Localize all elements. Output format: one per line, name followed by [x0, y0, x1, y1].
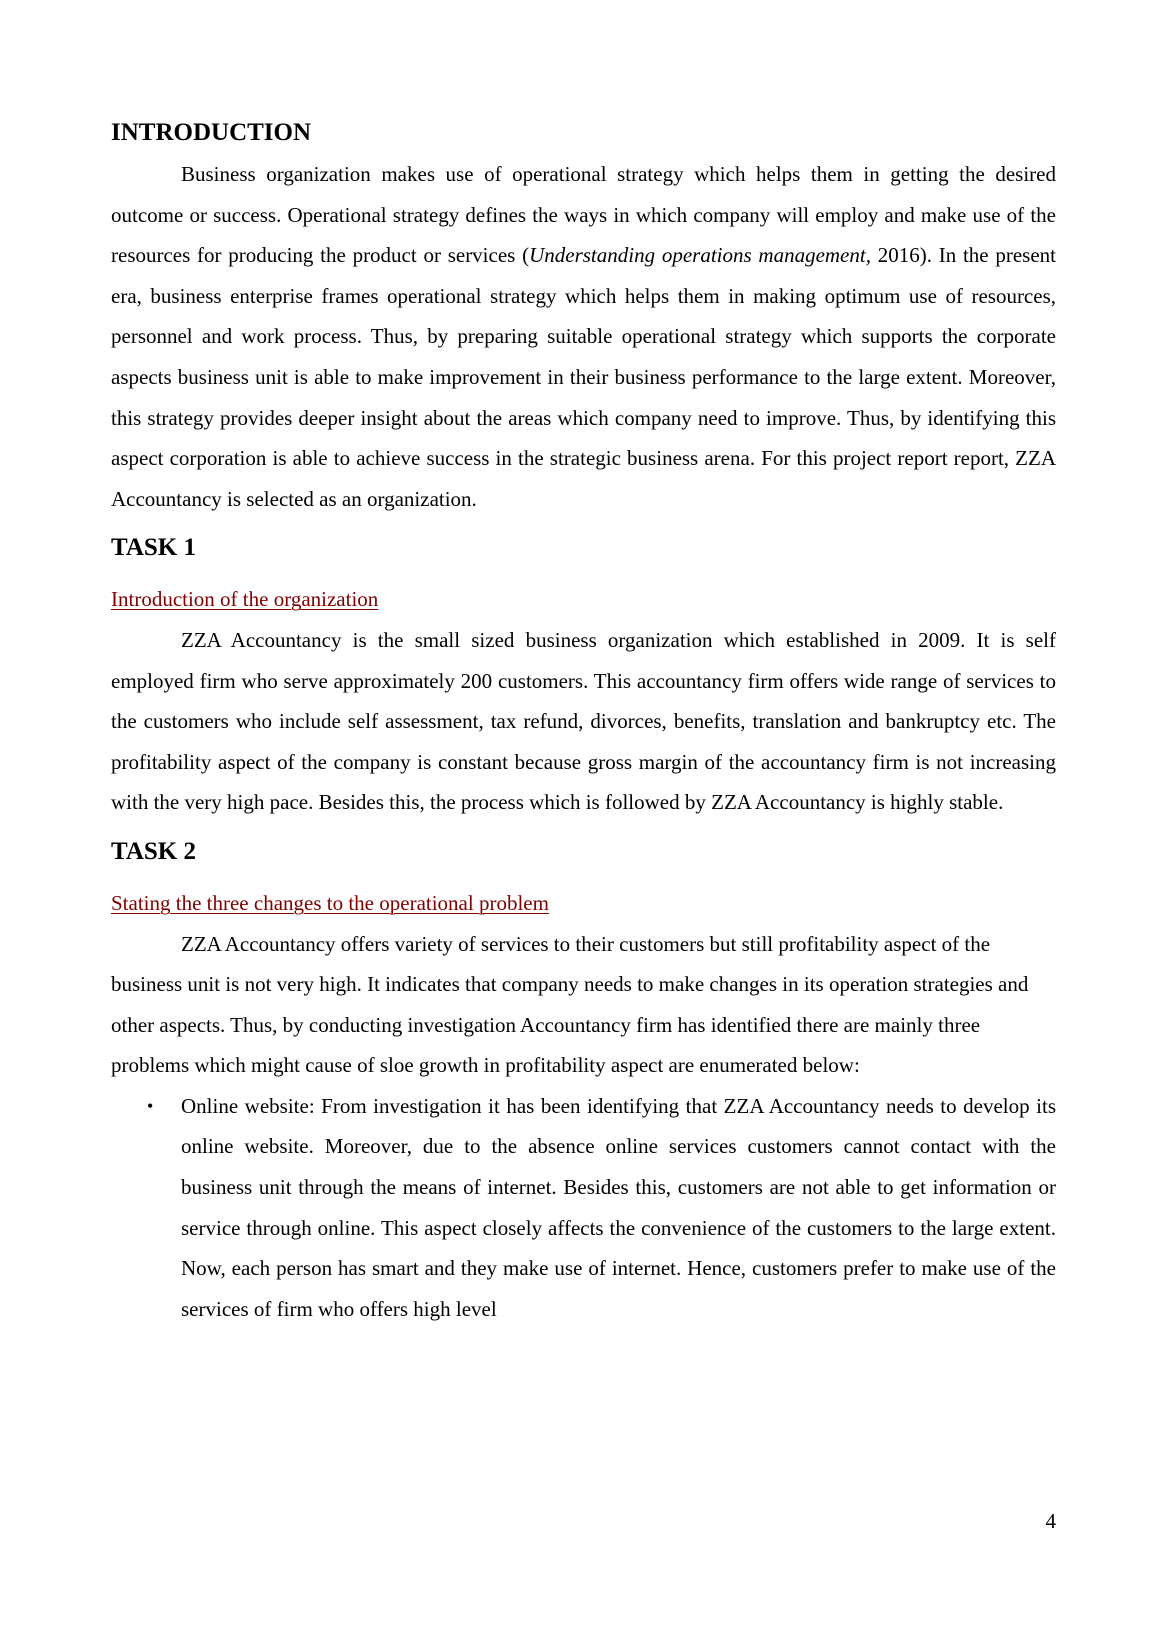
- introduction-heading: INTRODUCTION: [111, 119, 312, 146]
- problem-list: [111, 1086, 1056, 1330]
- list-item-text: Online website: From investigation it has been identifying that ZZA Accountancy needs to develop its online website. Moreover, due to the absence online services customers cannot contact with the business unit through the means of internet. Besides this, customers are not able to get information or service through online. This aspect closely affects the convenience of the customers to the large extent. Now, each person has smart and they make use of internet. Hence, customers prefer to make use of the services of firm who offers high level: [181, 1093, 1056, 1321]
- task2-subheading: Stating the three changes to the operational problem: [111, 890, 549, 915]
- task1-heading: TASK 1: [111, 534, 196, 562]
- introduction-text-part1: Business organization makes use of operational strategy which helps them in getting the desired outcome or success. Operational strategy defines the ways in which company will employ and make use of the resources for producing the product or services (: [111, 162, 1056, 268]
- task1-subheading: Introduction of the organization: [111, 587, 379, 612]
- list-item: [111, 1086, 1056, 1330]
- task1-paragraph: ZZA Accountancy is the small sized business organization which established in 2009. It is self employed firm who serve approximately 200 customers. This accountancy firm offers wide range of services to the customers who include self assessment, tax refund, divorces, benefits, translation and bankruptcy etc. The profitability aspect of the company is constant because gross margin of the accountancy firm is not increasing with the very high pace. Besides this, the process which is followed by ZZA Accountancy is highly stable.: [111, 627, 1056, 815]
- page-number: 4: [1045, 1509, 1056, 1533]
- bullet-icon: •: [147, 1095, 154, 1116]
- task2-heading: TASK 2: [111, 837, 196, 865]
- introduction-paragraph: [111, 154, 1056, 519]
- document-page: [111, 118, 1056, 1329]
- task2-paragraph: ZZA Accountancy offers variety of services to their customers but still profitability aspect of the business unit is not very high. It indicates that company needs to make changes in its operation strategies and other aspects. Thus, by conducting investigation Accountancy firm has identified there are mainly three problems which might cause of sloe growth in profitability aspect are enumerated below:: [111, 931, 1029, 1078]
- introduction-text-part2: 2016). In the present era, business enterprise frames operational strategy which helps them in making optimum use of resources, personnel and work process. Thus, by preparing suitable operational strategy which supports the corporate aspects business unit is able to make improvement in their business performance to the large extent. Moreover, this strategy provides deeper insight about the areas which company need to improve. Thus, by identifying this aspect corporation is able to achieve success in the strategic business arena. For this project report report, ZZA Accountancy is selected as an organization.: [111, 243, 1056, 511]
- citation-title: Understanding operations management,: [529, 243, 871, 268]
